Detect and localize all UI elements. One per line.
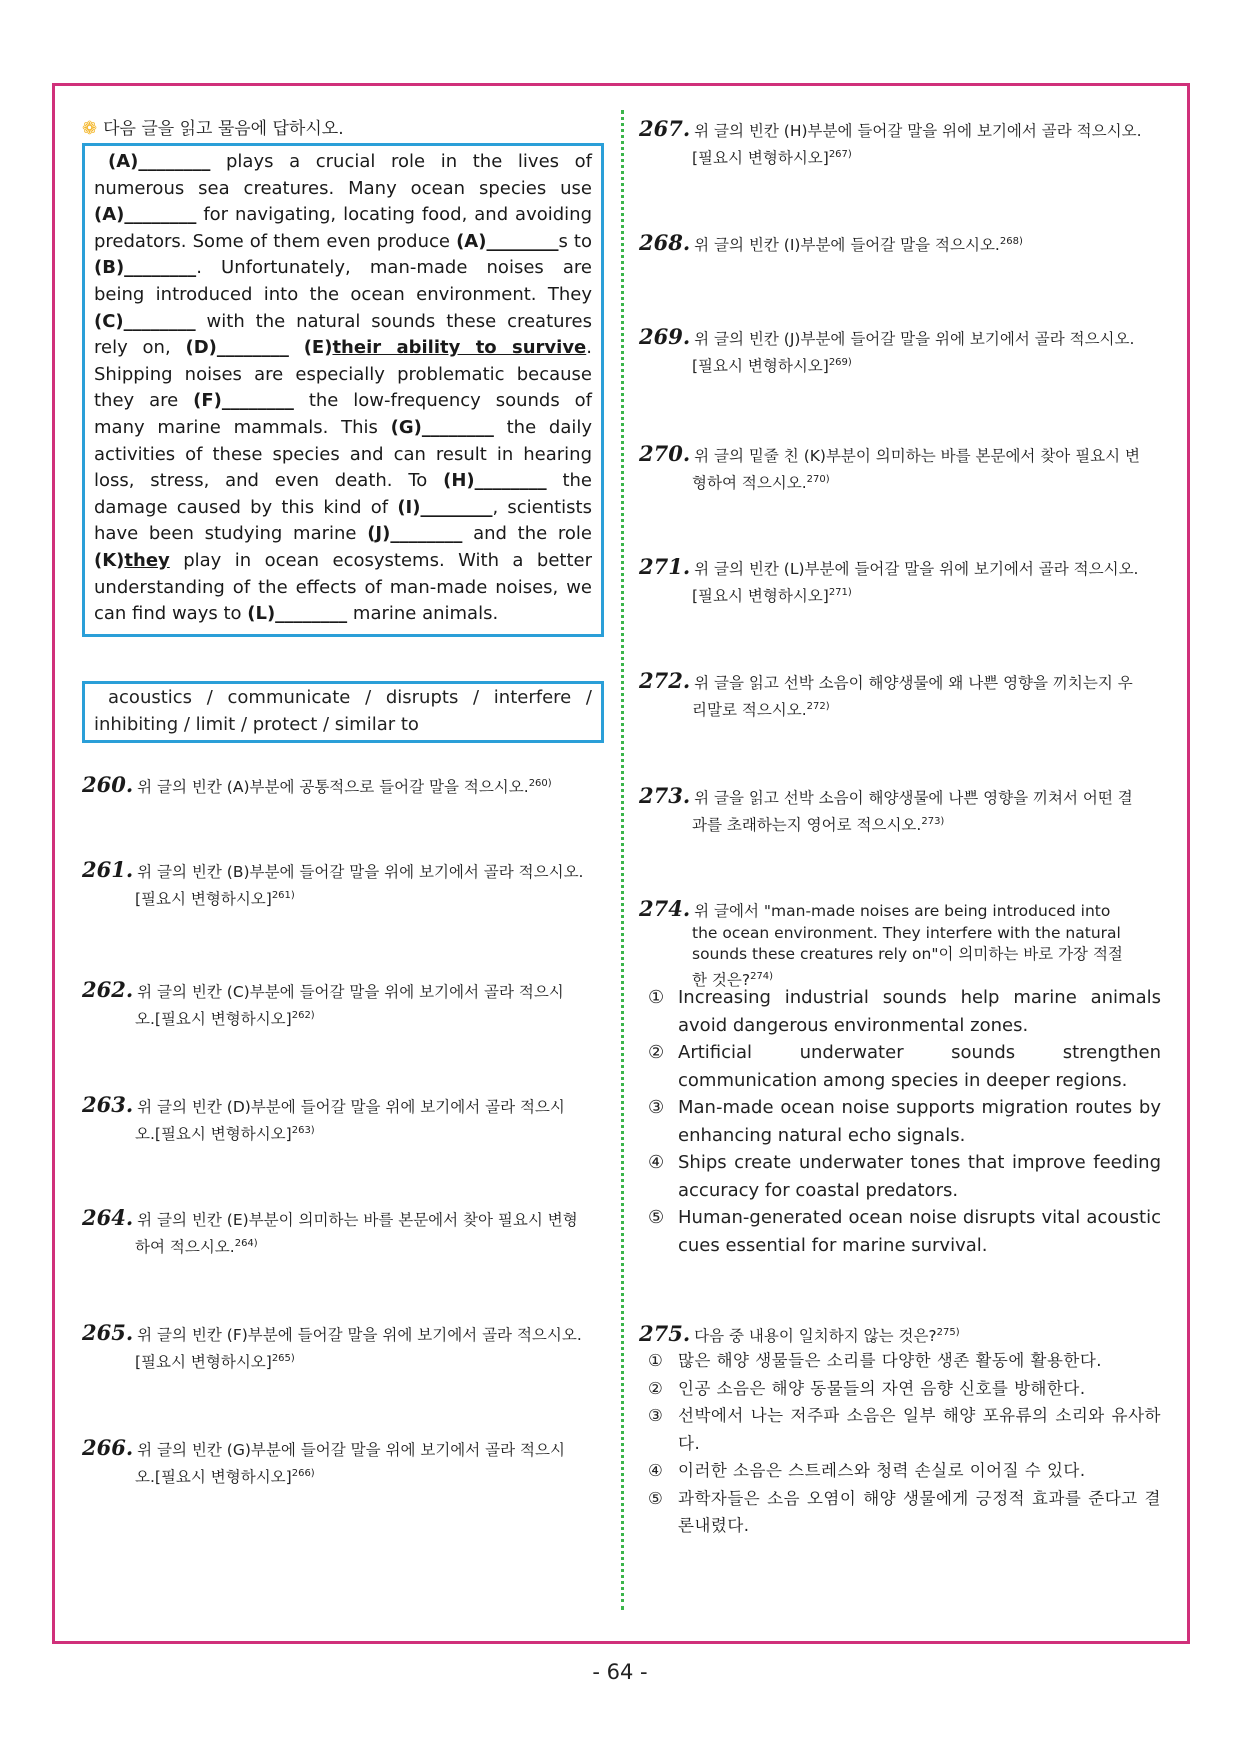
blank-c: (C)________: [94, 310, 196, 332]
blank-g: (G)________: [390, 416, 494, 438]
question-274: 274. 위 글에서 "man-made noises are being introduced into the ocean environment. They interfere with the natural sounds these creatures rely on"이 의미하는 바로 가장 적절 한 것은?$^{274)}$: [639, 896, 1123, 989]
blank-l: (L)________: [247, 603, 348, 625]
option-5[interactable]: ⑤ Human-generated ocean noise disrupts vital acoustic cues essential for marine survival.: [648, 1207, 1161, 1256]
question-260: 260. 위 글의 빈칸 (A)부분에 공통적으로 들어갈 말을 적으시오.$^{260)}$: [82, 772, 552, 798]
option-1[interactable]: ① 많은 해양 생물들은 소리를 다양한 생존 활동에 활용한다.: [648, 1351, 1103, 1370]
question-275-options: [648, 1347, 1161, 1540]
reading-passage: (A)________ plays a crucial role in the lives of numerous sea creatures. Many ocean species use (A)________ for navigating, locating food, and avoiding predators. Some of them even produce (A)________s to (B)________. Unfortunately, man-made noises are being introduced into the ocean environment. They (C)________ with the natural sounds these creatures rely on, (D)________ (E)their ability to survive. Shipping noises are especially problematic because they are (F)________ the low-frequency sounds of many marine mammals. This (G)________ the daily activities of these species and can result in hearing loss, stress, and even death. To (H)________ the damage caused by this kind of (I)________, scientists have been studying marine (J)________ and the role (K)they play in ocean ecosystems. With a better understanding of the effects of man-made noises, we can find ways to (L)________ marine animals.: [82, 143, 604, 637]
question-265: 265. 위 글의 빈칸 (F)부분에 들어갈 말을 위에 보기에서 골라 적으시오. [필요시 변형하시오]$^{265)}$: [82, 1320, 582, 1372]
question-275: 275. 다음 중 내용이 일치하지 않는 것은?$^{275)}$: [639, 1321, 960, 1347]
question-274-options: [648, 984, 1161, 1259]
blank-j: (J)________: [367, 523, 463, 545]
blank-b: (B)________: [94, 257, 197, 279]
question-269: 269. 위 글의 빈칸 (J)부분에 들어갈 말을 위에 보기에서 골라 적으시오. [필요시 변형하시오]$^{269)}$: [639, 324, 1135, 376]
blank-a: (A)________: [456, 230, 559, 252]
question-271: 271. 위 글의 빈칸 (L)부분에 들어갈 말을 위에 보기에서 골라 적으시오. [필요시 변형하시오]$^{271)}$: [639, 554, 1139, 606]
blank-h: (H)________: [443, 470, 547, 492]
option-2[interactable]: ② Artificial underwater sounds strengthen communication among species in deeper regions.: [648, 1042, 1161, 1091]
question-272: 272. 위 글을 읽고 선박 소음이 해양생물에 왜 나쁜 영향을 끼치는지 우 리말로 적으시오.$^{272)}$: [639, 668, 1133, 720]
option-1[interactable]: ① Increasing industrial sounds help marine animals avoid dangerous environmental zones.: [648, 987, 1161, 1036]
question-268: 268. 위 글의 빈칸 (I)부분에 들어갈 말을 적으시오.$^{268)}$: [639, 230, 1023, 256]
option-5[interactable]: ⑤ 과학자들은 소음 오염이 해양 생물에게 긍정적 효과를 준다고 결론내렸다.: [648, 1488, 1161, 1535]
option-3[interactable]: ③ Man-made ocean noise supports migration routes by enhancing natural echo signals.: [648, 1097, 1161, 1146]
question-263: 263. 위 글의 빈칸 (D)부분에 들어갈 말을 위에 보기에서 골라 적으시 오.[필요시 변형하시오]$^{263)}$: [82, 1092, 565, 1144]
question-262: 262. 위 글의 빈칸 (C)부분에 들어갈 말을 위에 보기에서 골라 적으시 오.[필요시 변형하시오]$^{262)}$: [82, 977, 564, 1029]
option-4[interactable]: ④ Ships create underwater tones that improve feeding accuracy for coastal predators.: [648, 1152, 1161, 1201]
underline-k-label: (K): [94, 549, 125, 571]
instruction: ❁ 다음 글을 읽고 물음에 답하시오.: [82, 118, 344, 139]
question-273: 273. 위 글을 읽고 선박 소음이 해양생물에 나쁜 영향을 끼쳐서 어떤 결 과를 초래하는지 영어로 적으시오.$^{273)}$: [639, 783, 1133, 835]
option-4[interactable]: ④ 이러한 소음은 스트레스와 청력 손실로 이어질 수 있다.: [648, 1461, 1086, 1480]
word-bank: acoustics / communicate / disrupts / interfere / inhibiting / limit / protect / similar to: [82, 681, 604, 743]
question-264: 264. 위 글의 빈칸 (E)부분이 의미하는 바를 본문에서 찾아 필요시 변형 하여 적으시오.$^{264)}$: [82, 1205, 578, 1257]
option-3[interactable]: ③ 선박에서 나는 저주파 소음은 일부 해양 포유류의 소리와 유사하다.: [648, 1406, 1161, 1453]
blank-d: (D)________: [185, 337, 289, 359]
question-267: 267. 위 글의 빈칸 (H)부분에 들어갈 말을 위에 보기에서 골라 적으시오. [필요시 변형하시오]$^{267)}$: [639, 116, 1142, 168]
column-divider: [621, 110, 624, 1610]
underline-e: their ability to survive: [332, 337, 587, 359]
blank-a: (A)________: [94, 204, 197, 226]
question-270: 270. 위 글의 밑줄 친 (K)부분이 의미하는 바를 본문에서 찾아 필요시 변 형하여 적으시오.$^{270)}$: [639, 441, 1141, 493]
question-266: 266. 위 글의 빈칸 (G)부분에 들어갈 말을 위에 보기에서 골라 적으시 오.[필요시 변형하시오]$^{266)}$: [82, 1435, 565, 1487]
underline-e-label: (E): [303, 337, 333, 359]
blank-f: (F)________: [193, 390, 294, 412]
blank-i: (I)________: [397, 496, 493, 518]
flower-icon: ❁: [82, 118, 98, 139]
question-261: 261. 위 글의 빈칸 (B)부분에 들어갈 말을 위에 보기에서 골라 적으시오. [필요시 변형하시오]$^{261)}$: [82, 857, 584, 909]
page-number: - 64 -: [592, 1660, 648, 1684]
underline-k: they: [124, 549, 170, 571]
blank-a: (A)________: [108, 151, 211, 172]
option-2[interactable]: ② 인공 소음은 해양 동물들의 자연 음향 신호를 방해한다.: [648, 1378, 1086, 1398]
